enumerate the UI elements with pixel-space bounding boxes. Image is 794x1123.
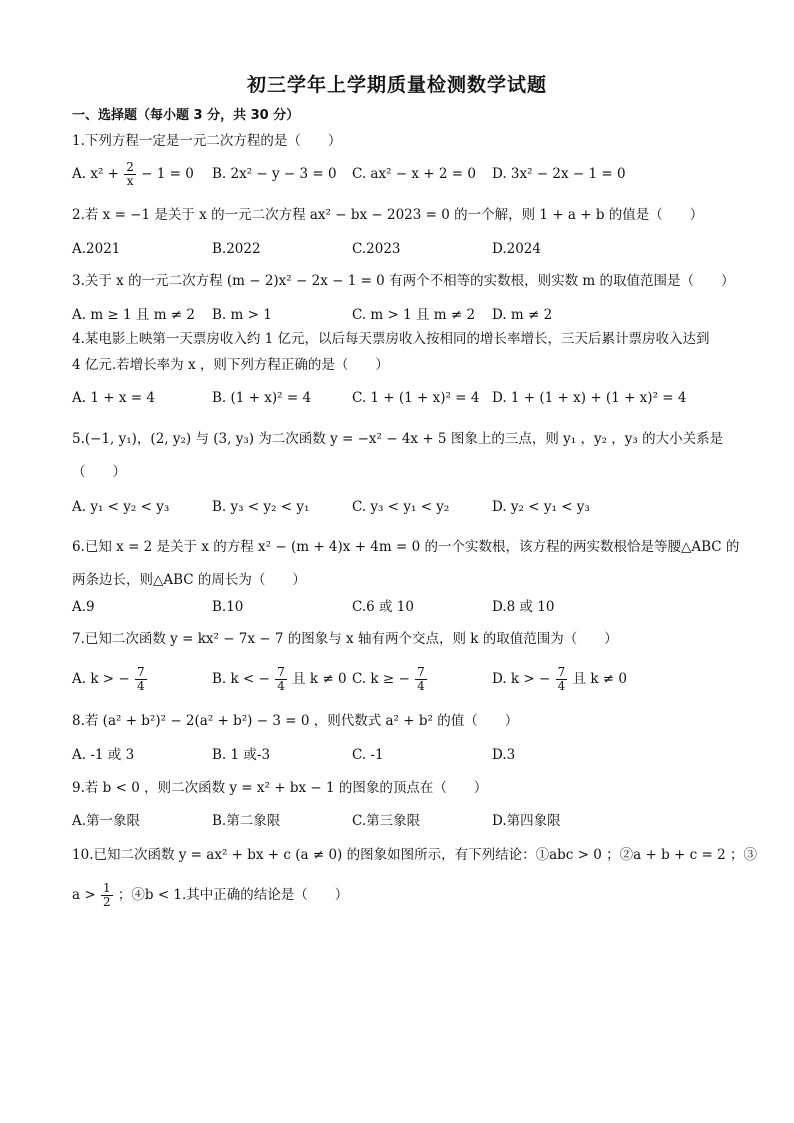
option-d: D. 3x² − 2x − 1 = 0 (492, 166, 626, 182)
question-3-options (72, 302, 732, 328)
denominator: 4 (137, 679, 145, 693)
option-b: B. m > 1 (212, 307, 272, 323)
option-a: A. -1 或 3 (72, 747, 135, 763)
question-5-stem-line2: （ ） (72, 464, 126, 480)
fraction (101, 882, 113, 909)
numerator: 7 (277, 665, 285, 679)
option-c: C. m > 1 且 m ≠ 2 (352, 307, 476, 323)
option-c: C. ax² − x + 2 = 0 (352, 166, 476, 182)
page-title: 初三学年上学期质量检测数学试题 (246, 74, 547, 96)
option-c (352, 666, 428, 693)
option-a: A.9 (72, 599, 95, 615)
option-a: A.第一象限 (72, 813, 141, 829)
option-b: B. 2x² − y − 3 = 0 (212, 166, 337, 182)
question-8-stem: 8.若 (a² + b²)² − 2(a² + b²) − 3 = 0 ，则代数式 a² + b² 的值（ ） (72, 713, 519, 729)
option-b: B. 1 或-3 (212, 747, 271, 763)
option-a: A. 1 + x = 4 (72, 390, 155, 406)
question-5-options (72, 494, 732, 520)
option-b (212, 666, 347, 693)
fraction (275, 666, 287, 693)
question-2-options (72, 236, 732, 262)
option-c: C.2023 (352, 241, 401, 257)
numerator: 7 (137, 665, 145, 679)
option-d: D. 1 + (1 + x) + (1 + x)² = 4 (492, 390, 687, 406)
question-6-stem-line2: 两条边长，则△ABC 的周长为（ ） (72, 572, 306, 588)
question-10-stem-line2 (72, 878, 732, 912)
question-5-stem-line1: 5.(−1, y₁)，(2, y₂) 与 (3, y₃) 为二次函数 y = −x² − 4x + 5 图象上的三点，则 y₁ ，y₂ ，y₃ 的大小关系是 (72, 431, 724, 447)
option-a (72, 666, 148, 693)
option-d: D.第四象限 (492, 813, 561, 829)
question-3-stem: 3.关于 x 的一元二次方程 (m − 2)x² − 2x − 1 = 0 有两个不相等的实数根，则实数 m 的取值范围是（ ） (72, 273, 735, 289)
question-6-options (72, 594, 732, 620)
option-a: A. y₁ < y₂ < y₃ (72, 499, 170, 515)
option-a (72, 161, 194, 188)
option-b-suffix: 且 k ≠ 0 (292, 671, 347, 687)
question-10-stem-line1: 10.已知二次函数 y = ax² + bx + c (a ≠ 0) 的图象如图所示，有下列结论：①abc > 0 ；②a + b + c = 2 ；③ (72, 847, 757, 863)
option-d: D.8 或 10 (492, 599, 555, 615)
fraction (135, 666, 147, 693)
condition-prefix: a > (72, 887, 96, 903)
option-b-prefix: B. k < − (212, 671, 270, 687)
numerator: 7 (417, 665, 425, 679)
question-2-stem: 2.若 x = −1 是关于 x 的一元二次方程 ax² − bx − 2023 = 0 的一个解，则 1 + a + b 的值是（ ） (72, 207, 704, 223)
fraction (415, 666, 427, 693)
option-b: B. y₃ < y₂ < y₁ (212, 499, 310, 515)
condition-suffix: ；④b < 1.其中正确的结论是（ ） (117, 887, 349, 903)
option-b: B.10 (212, 599, 244, 615)
question-1-stem: 1.下列方程一定是一元二次方程的是（ ） (72, 133, 342, 149)
option-a: A.2021 (72, 241, 121, 257)
option-c: C.第三象限 (352, 813, 421, 829)
option-d-prefix: D. k > − (492, 671, 551, 687)
fraction (556, 666, 568, 693)
option-a: A. m ≥ 1 且 m ≠ 2 (72, 307, 195, 323)
option-d (492, 666, 627, 693)
numerator: 7 (557, 665, 566, 679)
section-heading: 一、选择题（每小题 3 分，共 30 分） (72, 108, 300, 123)
question-4-stem-line1: 4.某电影上映第一天票房收入约 1 亿元，以后每天票房收入按相同的增长率增长，三天后累计票房收入达到 (72, 331, 710, 347)
option-c: C. 1 + (1 + x)² = 4 (352, 390, 480, 406)
question-9-options (72, 808, 732, 834)
option-c-prefix: C. k ≥ − (352, 671, 410, 687)
question-1-options (72, 161, 732, 187)
question-7-stem: 7.已知二次函数 y = kx² − 7x − 7 的图象与 x 轴有两个交点，则 k 的取值范围为（ ） (72, 631, 618, 647)
question-8-options (72, 742, 732, 768)
denominator: 2 (102, 895, 111, 909)
denominator: x (126, 174, 134, 188)
option-d-suffix: 且 k ≠ 0 (572, 671, 628, 687)
option-a-prefix: A. x² + (72, 166, 119, 182)
option-c: C. y₃ < y₁ < y₂ (352, 499, 450, 515)
numerator: 1 (102, 881, 111, 895)
question-9-stem: 9.若 b < 0 ，则二次函数 y = x² + bx − 1 的图象的顶点在（ ） (72, 780, 488, 796)
option-d: D.2024 (492, 241, 541, 257)
denominator: 4 (557, 679, 566, 693)
option-d: D. y₂ < y₁ < y₃ (492, 499, 590, 515)
option-d: D. m ≠ 2 (492, 307, 553, 323)
option-b: B.2022 (212, 241, 261, 257)
denominator: 4 (277, 679, 285, 693)
denominator: 4 (417, 679, 425, 693)
fraction (124, 161, 136, 188)
question-6-stem-line1: 6.已知 x = 2 是关于 x 的方程 x² − (m + 4)x + 4m = 0 的一个实数根，该方程的两实数根恰是等腰△ABC 的 (72, 539, 740, 555)
question-4-options (72, 385, 732, 411)
option-c: C. -1 (352, 747, 384, 763)
option-d: D.3 (492, 747, 516, 763)
option-a-prefix: A. k > − (72, 671, 130, 687)
option-b: B.第二象限 (212, 813, 281, 829)
option-a-suffix: − 1 = 0 (141, 166, 194, 182)
option-c: C.6 或 10 (352, 599, 414, 615)
numerator: 2 (126, 160, 134, 174)
option-b: B. (1 + x)² = 4 (212, 390, 312, 406)
question-7-options (72, 666, 732, 696)
question-4-stem-line2: 4 亿元.若增长率为 x ，则下列方程正确的是（ ） (72, 357, 389, 373)
